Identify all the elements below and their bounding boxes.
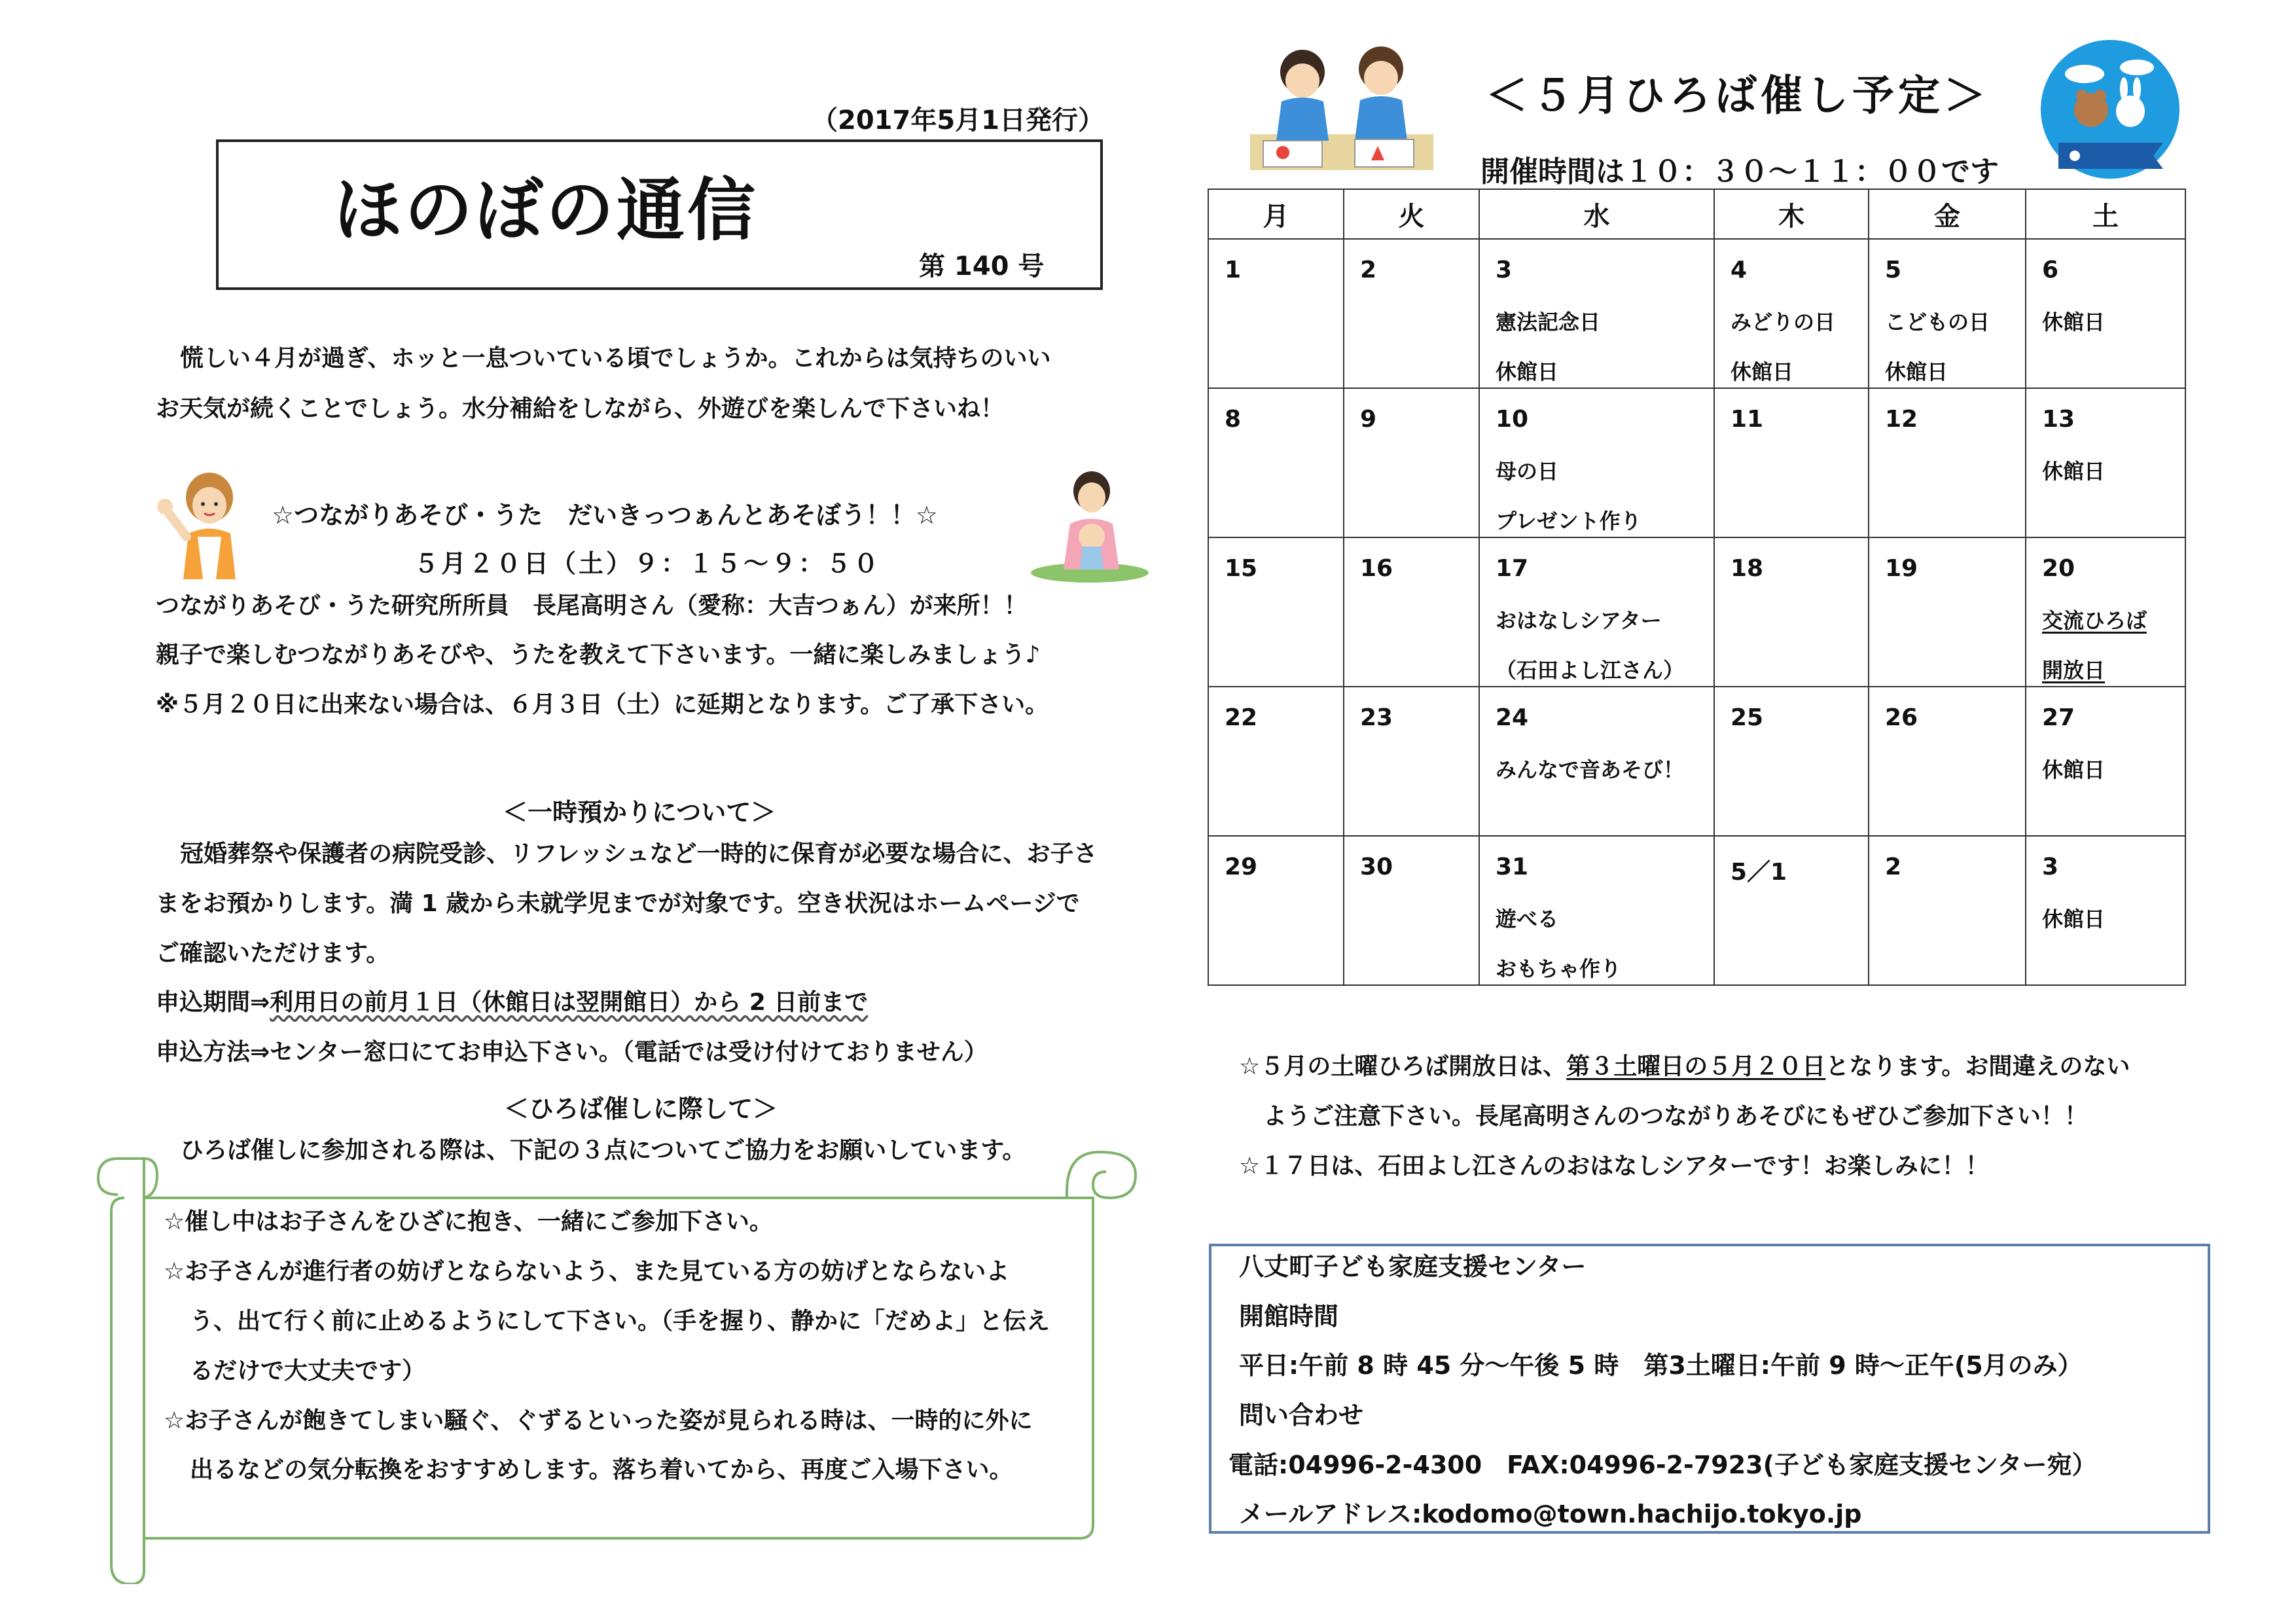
day-number: 30 bbox=[1360, 854, 1393, 880]
hours-label: 開館時間 bbox=[1239, 1302, 1339, 1331]
calendar-day-cell bbox=[1869, 239, 2026, 388]
calendar-day-cell bbox=[2026, 836, 2185, 985]
calendar-day-cell bbox=[1714, 239, 1869, 388]
calendar-day-cell bbox=[1479, 239, 1714, 388]
weekday-header: 水 bbox=[1479, 189, 1714, 239]
day-event: 休館日 bbox=[2042, 459, 2106, 484]
day-number: 29 bbox=[1225, 854, 1258, 880]
calendar-day-cell bbox=[1869, 388, 2026, 537]
weekday-header: 火 bbox=[1344, 189, 1479, 239]
calendar-day-cell bbox=[1714, 836, 1869, 985]
apply-period-value: 利用日の前月１日（休館日は翌開館日）から 2 日前まで bbox=[270, 989, 869, 1016]
rule-1: ☆催し中はお子さんをひざに抱き、一緒にご参加下さい。 bbox=[164, 1208, 773, 1235]
day-number: 24 bbox=[1496, 704, 1529, 731]
calendar-day-cell bbox=[2026, 537, 2185, 687]
day-number: 2 bbox=[1360, 257, 1377, 283]
event-line-1: つながりあそび・うた研究所所員 長尾高明さん（愛称：大吉つぁん）が来所！！ bbox=[156, 592, 1028, 619]
day-number: 2 bbox=[1885, 854, 1902, 880]
event-title: ☆つながりあそび・うた だいきっつぁんとあそぼう！！☆ bbox=[272, 501, 938, 530]
calendar-week-row bbox=[1208, 239, 2185, 388]
note-1-post: となります。お間違えのない bbox=[1825, 1053, 2130, 1080]
calendar-day-cell bbox=[1344, 687, 1479, 836]
calendar-day-cell bbox=[1208, 388, 1344, 537]
event-line-2: 親子で楽しむつながりあそびや、うたを教えて下さいます。一緒に楽しみましょう♪ bbox=[156, 641, 1041, 668]
day-event: 休館日 bbox=[1885, 359, 1948, 384]
day-number: 15 bbox=[1225, 555, 1258, 582]
day-event: 休館日 bbox=[2042, 907, 2106, 931]
day-number: 11 bbox=[1731, 406, 1764, 433]
center-info-box bbox=[1209, 1244, 2210, 1534]
day-event: こどもの日 bbox=[1885, 310, 1990, 334]
calendar-week-row bbox=[1208, 388, 2185, 537]
hiroba-rules-intro: ひろば催しに参加される際は、下記の３点についてご協力をお願いしています。 bbox=[180, 1137, 1026, 1164]
childcare-line-2: まをお預かりします。満 1 歳から未就学児までが対象です。空き状況はホームページで bbox=[156, 890, 1080, 917]
intro-line-2: お天気が続くことでしょう。水分補給をしながら、外遊びを楽しんで下さいね！ bbox=[156, 395, 1005, 422]
day-event: 休館日 bbox=[2042, 310, 2106, 334]
note-1-line-2: ようご注意下さい。長尾高明さんのつながりあそびにもぜひご参加下さい！！ bbox=[1263, 1103, 2089, 1130]
day-number: 6 bbox=[2042, 257, 2059, 283]
day-event: みんなで音あそび！ bbox=[1496, 757, 1685, 782]
day-event: 交流ひろば bbox=[2042, 608, 2147, 633]
day-event: 遊べる bbox=[1496, 907, 1559, 931]
day-number: 8 bbox=[1225, 406, 1242, 433]
koinobori-illustration bbox=[2039, 38, 2181, 181]
day-number: 19 bbox=[1885, 555, 1918, 582]
opening-hours: 平日:午前 8 時 45 分～午後 5 時 第3土曜日:午前 9 時～正午(5月のみ） bbox=[1239, 1351, 2083, 1380]
day-number: 9 bbox=[1360, 406, 1377, 433]
calendar-day-cell bbox=[1208, 537, 1344, 687]
note-1-line-1 bbox=[1239, 1055, 2130, 1079]
day-event: 休館日 bbox=[2042, 757, 2106, 782]
day-number: 4 bbox=[1731, 257, 1748, 283]
day-event: 開放日 bbox=[2042, 658, 2106, 683]
mother-baby-illustration bbox=[1028, 468, 1152, 583]
rule-2-line-2: う、出て行く前に止めるようにして下さい。（手を握り、静かに「だめよ」と伝え bbox=[190, 1308, 1050, 1335]
day-event: みどりの日 bbox=[1731, 310, 1836, 334]
apply-method: 申込方法⇒センター窓口にてお申込下さい。（電話では受け付けておりません） bbox=[156, 1039, 988, 1066]
calendar-day-cell bbox=[1208, 836, 1344, 985]
note-2: ☆１７日は、石田よし江さんのおはなしシアターです！お楽しみに！！ bbox=[1239, 1153, 1989, 1180]
weekday-header: 土 bbox=[2026, 189, 2185, 239]
rule-2-line-3: るだけで大丈夫です） bbox=[190, 1358, 426, 1384]
apply-period-label: 申込期間⇒ bbox=[156, 989, 270, 1016]
title-box bbox=[216, 139, 1103, 290]
publish-date: （2017年5月1日発行） bbox=[812, 105, 1104, 135]
day-number: 5 bbox=[1885, 257, 1902, 283]
calendar-title: ＜５月ひろば催し予定＞ bbox=[1486, 72, 1990, 120]
calendar-day-cell bbox=[1869, 836, 2026, 985]
calendar-day-cell bbox=[2026, 239, 2185, 388]
calendar-day-cell bbox=[1344, 537, 1479, 687]
phone-fax: 電話:04996-2-4300 FAX:04996-2-7923(子ども家庭支援センター宛） bbox=[1229, 1451, 2097, 1479]
day-number: 12 bbox=[1885, 406, 1918, 433]
calendar-day-cell bbox=[1479, 388, 1714, 537]
weekday-header: 金 bbox=[1869, 189, 2026, 239]
day-number: 13 bbox=[2042, 406, 2075, 433]
day-event: おはなしシアター bbox=[1496, 608, 1662, 633]
newsletter-title: ほのぼの通信 bbox=[333, 170, 758, 250]
calendar-day-cell bbox=[1714, 537, 1869, 687]
weekday-header: 木 bbox=[1714, 189, 1869, 239]
calendar-header-row bbox=[1208, 189, 2185, 239]
day-number: 20 bbox=[2042, 555, 2075, 582]
childcare-line-3: ご確認いただけます。 bbox=[156, 940, 390, 967]
calendar-week-row bbox=[1208, 836, 2185, 985]
hiroba-rules-heading: ＜ひろば催しに際して＞ bbox=[504, 1094, 778, 1123]
calendar-day-cell bbox=[1479, 836, 1714, 985]
issue-number: 第 140 号 bbox=[919, 251, 1045, 281]
day-event: 憲法記念日 bbox=[1496, 310, 1601, 334]
day-number: 22 bbox=[1225, 704, 1258, 731]
calendar-day-cell bbox=[1344, 388, 1479, 537]
rule-2-line-1: ☆お子さんが進行者の妨げとならないよう、また見ている方の妨げとならないよ bbox=[164, 1258, 1010, 1285]
calendar-day-cell bbox=[1208, 239, 1344, 388]
childcare-heading: ＜一時預かりについて＞ bbox=[503, 798, 776, 827]
day-event: 休館日 bbox=[1496, 359, 1559, 384]
calendar-day-cell bbox=[1208, 687, 1344, 836]
children-drawing-illustration bbox=[1244, 36, 1440, 173]
intro-line-1: 慌しい４月が過ぎ、ホッと一息ついている頃でしょうか。これからは気持ちのいい bbox=[180, 345, 1051, 372]
note-1-pre: ☆５月の土曜ひろば開放日は、 bbox=[1239, 1053, 1567, 1080]
day-number: 1 bbox=[1225, 257, 1242, 283]
day-event: 母の日 bbox=[1496, 459, 1559, 484]
day-number: 16 bbox=[1360, 555, 1393, 582]
calendar-time: 開催時間は１０：３０～１１：００です bbox=[1480, 155, 1999, 189]
calendar-day-cell bbox=[1714, 388, 1869, 537]
day-number: 17 bbox=[1496, 555, 1529, 582]
calendar-week-row bbox=[1208, 687, 2185, 836]
day-event: （石田よし江さん） bbox=[1496, 658, 1685, 683]
day-number: 3 bbox=[2042, 854, 2059, 880]
calendar-table bbox=[1208, 189, 2186, 986]
event-date: ５月２０日（土）９：１５～９：５０ bbox=[414, 549, 882, 578]
event-line-3: ※５月２０日に出来ない場合は、６月３日（土）に延期となります。ご了承下さい。 bbox=[156, 691, 1049, 718]
day-number: 31 bbox=[1496, 854, 1529, 880]
note-1-emphasis: 第３土曜日の５月２０日 bbox=[1566, 1053, 1826, 1080]
day-number: 3 bbox=[1496, 257, 1513, 283]
day-number: 5／1 bbox=[1731, 859, 1787, 886]
calendar-day-cell bbox=[1869, 687, 2026, 836]
day-number: 23 bbox=[1360, 704, 1393, 731]
calendar-day-cell bbox=[2026, 687, 2185, 836]
email-address: メールアドレス:kodomo@town.hachijo.tokyo.jp bbox=[1239, 1500, 1862, 1528]
rule-3-line-1: ☆お子さんが飽きてしまい騒ぐ、ぐずるといった姿が見られる時は、一時的に外に bbox=[164, 1407, 1033, 1434]
calendar-week-row bbox=[1208, 537, 2185, 687]
center-name: 八丈町子ども家庭支援センター bbox=[1239, 1252, 1587, 1281]
day-event: プレゼント作り bbox=[1496, 509, 1641, 533]
calendar-day-cell bbox=[1869, 537, 2026, 687]
weekday-header: 月 bbox=[1208, 189, 1344, 239]
contact-label: 問い合わせ bbox=[1239, 1401, 1364, 1430]
rule-3-line-2: 出るなどの気分転換をおすすめします。落ち着いてから、再度ご入場下さい。 bbox=[190, 1456, 1013, 1483]
calendar-day-cell bbox=[1344, 836, 1479, 985]
calendar-day-cell bbox=[2026, 388, 2185, 537]
day-number: 10 bbox=[1496, 406, 1529, 433]
calendar-day-cell bbox=[1479, 537, 1714, 687]
day-event: おもちゃ作り bbox=[1496, 956, 1622, 981]
calendar-day-cell bbox=[1344, 239, 1479, 388]
waving-woman-illustration bbox=[151, 471, 255, 579]
day-number: 18 bbox=[1731, 555, 1764, 582]
calendar-day-cell bbox=[1479, 687, 1714, 836]
apply-period bbox=[156, 991, 868, 1015]
day-number: 25 bbox=[1731, 704, 1764, 731]
day-number: 27 bbox=[2042, 704, 2075, 731]
day-event: 休館日 bbox=[1731, 359, 1794, 384]
day-number: 26 bbox=[1885, 704, 1918, 731]
childcare-line-1: 冠婚葬祭や保護者の病院受診、リフレッシュなど一時的に保育が必要な場合に、お子さ bbox=[180, 840, 1098, 867]
calendar-day-cell bbox=[1714, 687, 1869, 836]
